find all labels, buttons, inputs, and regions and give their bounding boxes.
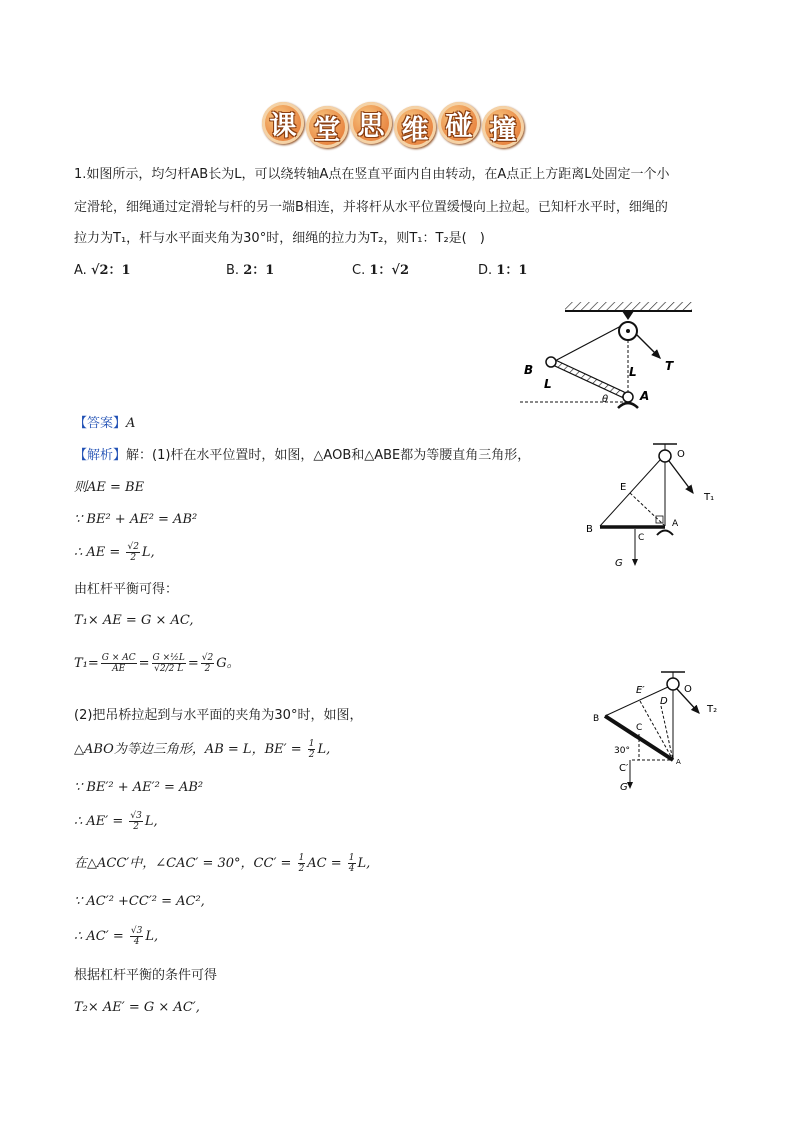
option-c[interactable] [352, 262, 409, 280]
label-t2: T₂ [707, 704, 718, 715]
step-moment-eq-1: T₁× AE = G × AC, [74, 613, 194, 628]
step-lever-condition: 根据杠杆平衡的条件可得 [74, 968, 218, 983]
label-o: O [684, 684, 692, 695]
label-theta: θ [602, 394, 609, 405]
figure-1 [580, 440, 730, 575]
option-key: C. [352, 263, 366, 278]
option-text: 1：√2 [369, 263, 409, 278]
option-key: D. [478, 263, 493, 278]
rod-end-b [546, 357, 556, 367]
label-c: C [638, 533, 645, 543]
label-b: B [586, 524, 593, 535]
pulley-icon [667, 678, 679, 690]
option-key: A. [74, 263, 87, 278]
label-a: A [676, 758, 681, 766]
banner-char: 撞 [482, 106, 524, 148]
rod [551, 358, 628, 400]
step-ae-prime: ∴ AE′ = $\frac{√3}{2}$ L, [74, 811, 158, 832]
label-a: A [640, 389, 650, 403]
option-key: B. [226, 263, 240, 278]
option-b[interactable] [226, 262, 274, 280]
label-d: D [660, 696, 668, 707]
tension-arrow-1 [669, 461, 693, 493]
step-lever-balance: 由杠杆平衡可得： [74, 582, 179, 597]
hinge-icon [623, 392, 633, 402]
option-a[interactable] [74, 262, 131, 280]
section-banner [262, 102, 524, 150]
step-equilateral: △ABO为等边三角形，AB = L，BE′ = $\frac{1}{2}$ L, [74, 739, 331, 760]
question-line-3: 拉力为T₁，杆与水平面夹角为30°时，细绳的拉力为T₂，则T₁：T₂是( ) [74, 231, 485, 246]
part2-intro: (2)把吊桥拉起到与水平面的夹角为30°时，如图， [74, 708, 363, 723]
label-o: O [677, 449, 685, 460]
answer-line [74, 415, 135, 433]
label-l-vertical: L [629, 365, 637, 379]
analysis-tag: 【解析】 [74, 448, 127, 463]
label-b: B [524, 363, 534, 377]
step-ae-value: ∴ AE = $\frac{√2}{2}$ L, [74, 542, 155, 563]
hinge-base [618, 403, 638, 408]
step-t1-result: T₁= $\frac{G \times AC}{AE}$ = $\frac{\text{G ×½L}}{√2/2 L}$ = $\frac{√2}{2}$ G。 [74, 653, 240, 674]
label-a: A [672, 519, 679, 529]
perp-ae-1 [630, 493, 665, 526]
label-l-rod: L [544, 377, 552, 391]
tension-arrow [636, 334, 660, 358]
pulley-icon [659, 450, 671, 462]
label-t1: T₁ [704, 492, 715, 503]
problem-figure [510, 296, 700, 421]
analysis-intro: 解：(1)杆在水平位置时，如图，△AOB和△ABE都为等腰直角三角形， [126, 448, 531, 463]
banner-char: 课 [262, 102, 304, 144]
right-angle-1 [656, 516, 663, 523]
banner-char: 维 [394, 106, 436, 148]
banner-char: 碰 [438, 102, 480, 144]
label-g: G [620, 782, 628, 793]
answer-tag: 【答案】 [74, 416, 127, 431]
pulley-axle [626, 329, 630, 333]
option-d[interactable] [478, 262, 527, 280]
option-text: 1：1 [496, 263, 528, 278]
step-ae-be: 则AE = BE [74, 480, 145, 495]
option-text: 2：1 [243, 263, 275, 278]
step-pythagoras-1: ∵ BE² + AE² = AB² [74, 512, 198, 527]
step-triangle-acc: 在△ACC′中，∠CAC′ = 30°，CC′ = $\frac{1}{2}$ AC = $\frac{1}{4}$ L, [74, 853, 371, 874]
step-ac-prime: ∴ AC′ = $\frac{√3}{4}$ L, [74, 926, 159, 947]
label-b: B [593, 714, 600, 724]
step-pythagoras-3: ∵ AC′² +CC′² = AC², [74, 894, 205, 909]
label-g: G [615, 558, 623, 569]
question-line-2: 定滑轮，细绳通过定滑轮与杆的另一端B相连，并将杆从水平位置缓慢向上拉起。已知杆水平时，细绳的 [74, 200, 668, 215]
figure-2 [588, 668, 728, 793]
label-c: C [636, 723, 643, 733]
label-e: E [620, 482, 627, 493]
question-line-1: 1.如图所示，均匀杆AB长为L，可以绕转轴A点在竖直平面内自由转动，在A点正上方距离L处固定一个小 [74, 167, 670, 182]
step-pythagoras-2: ∵ BE′² + AE′² = AB² [74, 780, 204, 795]
label-e-prime: E′ [636, 685, 645, 696]
label-angle: 30° [614, 746, 630, 756]
option-text: √2：1 [90, 263, 131, 278]
step-moment-eq-2: T₂× AE′ = G × AC′, [74, 1000, 200, 1015]
banner-char: 思 [350, 102, 392, 144]
label-c-prime: C′ [619, 763, 629, 774]
hinge-1 [657, 531, 673, 536]
rope [551, 326, 621, 363]
ceiling [565, 302, 692, 311]
answer-value: A [126, 416, 136, 431]
pulley-mount [622, 311, 634, 320]
banner-char: 堂 [306, 106, 348, 148]
analysis-intro-line [74, 447, 530, 465]
label-t: T [665, 359, 674, 373]
